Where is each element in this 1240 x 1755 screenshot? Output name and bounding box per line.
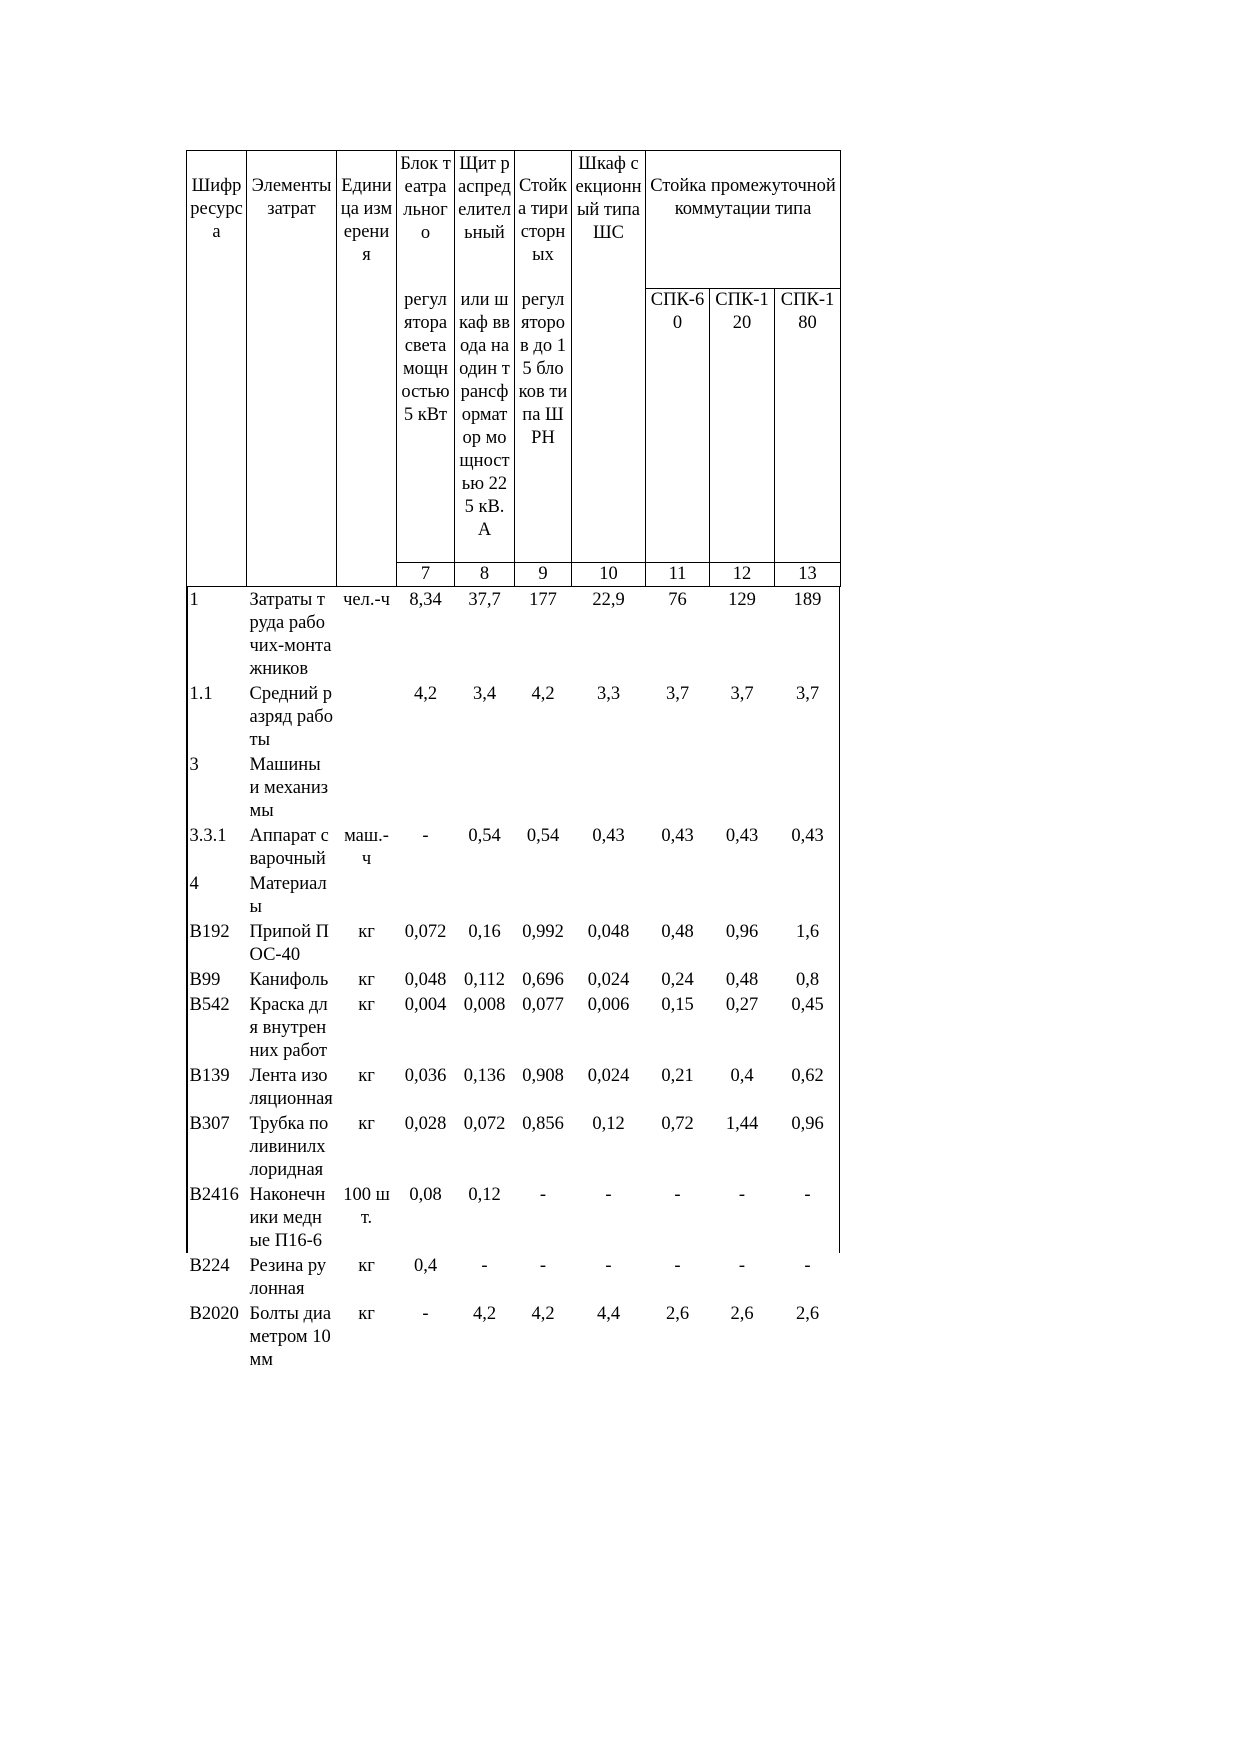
row-name: Резина рулонная — [249, 1256, 327, 1299]
header-num-9: 9 — [515, 563, 572, 587]
header-col9-top: Стойка тиристорных — [515, 151, 572, 289]
row-value-col7: 0,4 — [413, 1256, 438, 1276]
header-num-empty — [187, 563, 247, 587]
row-unit — [337, 752, 397, 823]
row-name: Затраты труда рабочих-монтажников — [249, 590, 332, 679]
row-value-col11: 0,21 — [661, 1066, 694, 1086]
row-name: Канифоль — [249, 970, 329, 990]
row-value-col12 — [710, 871, 775, 919]
row-unit: кг — [358, 995, 375, 1015]
row-value-col7 — [397, 871, 455, 919]
row-value-col9 — [515, 871, 572, 919]
row-name: Материалы — [249, 874, 327, 917]
row-code: В307 — [189, 1114, 230, 1134]
row-value-col7: 0,072 — [404, 922, 447, 942]
row-value-col9: 0,696 — [522, 970, 564, 990]
row-value-col9 — [515, 752, 572, 823]
table-row — [187, 681, 841, 752]
row-value-col10: 0,024 — [587, 970, 630, 990]
row-value-col7: - — [422, 826, 429, 846]
row-value-col9: 0,077 — [522, 995, 564, 1015]
resource-table — [186, 150, 841, 1372]
row-value-col8: 0,12 — [468, 1185, 501, 1205]
header-num-10: 10 — [572, 563, 646, 587]
row-value-col10: 0,43 — [592, 826, 625, 846]
resource-table-document — [186, 150, 840, 1372]
row-value-col8 — [455, 871, 515, 919]
row-value-col11: 0,24 — [661, 970, 694, 990]
header-unit: Единица измерения — [337, 151, 397, 563]
row-value-col7: 0,08 — [409, 1185, 442, 1205]
row-value-col11: 0,43 — [661, 826, 694, 846]
row-value-col7: - — [422, 1304, 429, 1324]
row-value-col9: 0,992 — [522, 922, 564, 942]
row-value-col13: 189 — [793, 590, 822, 610]
row-code: 4 — [189, 874, 199, 894]
row-value-col11: 0,48 — [661, 922, 694, 942]
row-code: В2416 — [189, 1185, 239, 1205]
row-name: Наконечники медные П16-6 — [249, 1185, 326, 1251]
row-unit: 100 шт. — [343, 1185, 390, 1228]
row-value-col13: 3,7 — [795, 684, 820, 704]
header-col8-top: Щит распределительный — [455, 151, 515, 289]
row-value-col9: 0,856 — [522, 1114, 564, 1134]
row-code: В192 — [189, 922, 230, 942]
row-value-col13 — [775, 752, 841, 823]
row-name: Припой ПОС-40 — [249, 922, 330, 965]
row-value-col10: 22,9 — [592, 590, 625, 610]
row-value-col7: 0,028 — [404, 1114, 447, 1134]
table-frame-left — [186, 587, 188, 1254]
header-shifr: Шифр ресурса — [187, 151, 247, 563]
row-value-col8: 0,072 — [463, 1114, 506, 1134]
table-row — [187, 992, 841, 1063]
table-row — [187, 823, 841, 871]
row-value-col11: 0,72 — [661, 1114, 694, 1134]
table-row — [187, 871, 841, 919]
row-value-col8: 0,54 — [468, 826, 501, 846]
row-unit: кг — [358, 1256, 375, 1276]
header-col10: Шкаф секционный типа ШС — [572, 151, 646, 563]
row-code: 3.3.1 — [189, 826, 227, 846]
row-code: В542 — [189, 995, 230, 1015]
row-value-col7: 8,34 — [409, 590, 442, 610]
row-value-col8 — [455, 752, 515, 823]
row-value-col8: 0,112 — [464, 970, 505, 990]
row-value-col11: 0,15 — [661, 995, 694, 1015]
table-body — [187, 587, 841, 1373]
row-value-col10: 0,12 — [592, 1114, 625, 1134]
row-value-col9: 177 — [529, 590, 557, 610]
row-code: 1 — [189, 590, 199, 610]
header-num-empty — [247, 563, 337, 587]
header-numbers-row — [187, 563, 841, 587]
row-value-col10 — [572, 752, 646, 823]
row-name: Средний разряд работы — [249, 684, 333, 750]
header-spk60: СПК-60 — [646, 289, 710, 563]
row-name: Аппарат сварочный — [249, 826, 329, 869]
row-value-col12: - — [738, 1185, 746, 1205]
row-value-col12 — [710, 752, 775, 823]
table-row — [187, 1182, 841, 1253]
row-value-col12: 129 — [728, 590, 756, 610]
row-value-col11: - — [674, 1256, 681, 1276]
row-code: 1.1 — [189, 684, 213, 704]
row-unit: кг — [358, 922, 375, 942]
row-value-col10: 3,3 — [596, 684, 621, 704]
row-value-col13: 0,43 — [791, 826, 824, 846]
table-row — [187, 752, 841, 823]
row-value-col7: 4,2 — [413, 684, 438, 704]
row-value-col12: 0,96 — [725, 922, 759, 942]
row-value-col9: - — [539, 1256, 547, 1276]
header-col9-bottom: регуляторов до 15 блоков типа ШРН — [515, 289, 572, 563]
row-value-col11: 2,6 — [665, 1304, 690, 1324]
row-value-col13: 0,62 — [791, 1066, 824, 1086]
row-value-col10 — [572, 871, 646, 919]
row-unit: кг — [358, 1304, 375, 1324]
header-col7-bottom: регулятора света мощностью 5 кВт — [397, 289, 455, 563]
row-value-col11 — [646, 871, 710, 919]
row-value-col10: - — [605, 1185, 612, 1205]
row-code: В139 — [189, 1066, 230, 1086]
row-value-col11 — [646, 752, 710, 823]
row-value-col10: 4,4 — [596, 1304, 621, 1324]
row-unit — [337, 681, 397, 752]
row-name: Машины и механизмы — [249, 755, 329, 821]
row-value-col12: 2,6 — [730, 1304, 754, 1324]
header-num-7: 7 — [397, 563, 455, 587]
header-num-empty — [337, 563, 397, 587]
row-value-col11: - — [674, 1185, 681, 1205]
row-unit: кг — [358, 1066, 375, 1086]
table-row — [187, 919, 841, 967]
row-name: Болты диаметром 10 мм — [249, 1304, 332, 1370]
row-unit: маш.-ч — [344, 826, 389, 869]
row-value-col8: - — [481, 1256, 488, 1276]
row-value-col13: 2,6 — [795, 1304, 820, 1324]
row-value-col9: 4,2 — [531, 684, 555, 704]
row-value-col9: 4,2 — [531, 1304, 555, 1324]
row-unit — [337, 871, 397, 919]
row-code: В99 — [189, 970, 221, 990]
row-value-col13: 0,45 — [791, 995, 824, 1015]
row-value-col9: - — [539, 1185, 547, 1205]
row-value-col12: 0,27 — [725, 995, 759, 1015]
row-name: Трубка поливинилхлоридная — [249, 1114, 329, 1180]
row-value-col10: 0,006 — [587, 995, 630, 1015]
row-code: В2020 — [189, 1304, 239, 1324]
row-value-col8: 0,136 — [463, 1066, 506, 1086]
row-value-col12: 0,4 — [730, 1066, 754, 1086]
row-value-col8: 4,2 — [472, 1304, 497, 1324]
header-group-spk: Стойка промежуточной коммутации типа — [646, 151, 841, 289]
row-value-col13: 0,8 — [795, 970, 820, 990]
header-spk120: СПК-120 — [710, 289, 775, 563]
header-element: Элементы затрат — [247, 151, 337, 563]
row-unit: чел.-ч — [343, 590, 390, 610]
row-value-col8: 0,008 — [463, 995, 506, 1015]
table-row — [187, 1301, 841, 1372]
row-value-col13 — [775, 871, 841, 919]
row-value-col10: 0,048 — [587, 922, 630, 942]
row-value-col11: 3,7 — [665, 684, 690, 704]
table-row — [187, 587, 841, 682]
header-num-8: 8 — [455, 563, 515, 587]
table-frame-right — [839, 587, 841, 1254]
row-value-col9: 0,54 — [526, 826, 560, 846]
row-value-col13: - — [804, 1256, 811, 1276]
header-col7-top: Блок театрального — [397, 151, 455, 289]
header-col8-bottom: или шкаф ввода на один трансформатор мощностью 225 кВ.А — [455, 289, 515, 563]
row-value-col13: - — [804, 1185, 811, 1205]
table-row — [187, 1063, 841, 1111]
table-row — [187, 967, 841, 992]
row-value-col9: 0,908 — [522, 1066, 564, 1086]
row-unit: кг — [358, 1114, 375, 1134]
row-value-col13: 1,6 — [795, 922, 820, 942]
row-code: 3 — [189, 755, 199, 775]
row-value-col12: 0,43 — [725, 826, 759, 846]
table-row — [187, 1253, 841, 1301]
row-value-col11: 76 — [668, 590, 687, 610]
row-unit: кг — [358, 970, 375, 990]
row-value-col8: 3,4 — [472, 684, 497, 704]
row-value-col12: 0,48 — [725, 970, 759, 990]
row-name: Краска для внутренних работ — [249, 995, 328, 1061]
row-value-col8: 37,7 — [468, 590, 501, 610]
row-value-col7: 0,048 — [404, 970, 447, 990]
header-row-top — [187, 151, 841, 289]
row-code: В224 — [189, 1256, 230, 1276]
table-row — [187, 1111, 841, 1182]
header-num-12: 12 — [710, 563, 775, 587]
header-num-11: 11 — [646, 563, 710, 587]
row-value-col10: 0,024 — [587, 1066, 630, 1086]
header-num-13: 13 — [775, 563, 841, 587]
row-value-col7: 0,004 — [404, 995, 447, 1015]
header-spk180: СПК-180 — [775, 289, 841, 563]
table-header — [187, 151, 841, 587]
row-value-col7: 0,036 — [404, 1066, 447, 1086]
row-value-col8: 0,16 — [468, 922, 501, 942]
row-value-col12: 1,44 — [725, 1114, 759, 1134]
row-value-col7 — [397, 752, 455, 823]
row-value-col13: 0,96 — [791, 1114, 824, 1134]
row-value-col10: - — [605, 1256, 612, 1276]
row-value-col12: - — [738, 1256, 746, 1276]
row-value-col12: 3,7 — [730, 684, 754, 704]
row-name: Лента изоляционная — [249, 1066, 333, 1109]
